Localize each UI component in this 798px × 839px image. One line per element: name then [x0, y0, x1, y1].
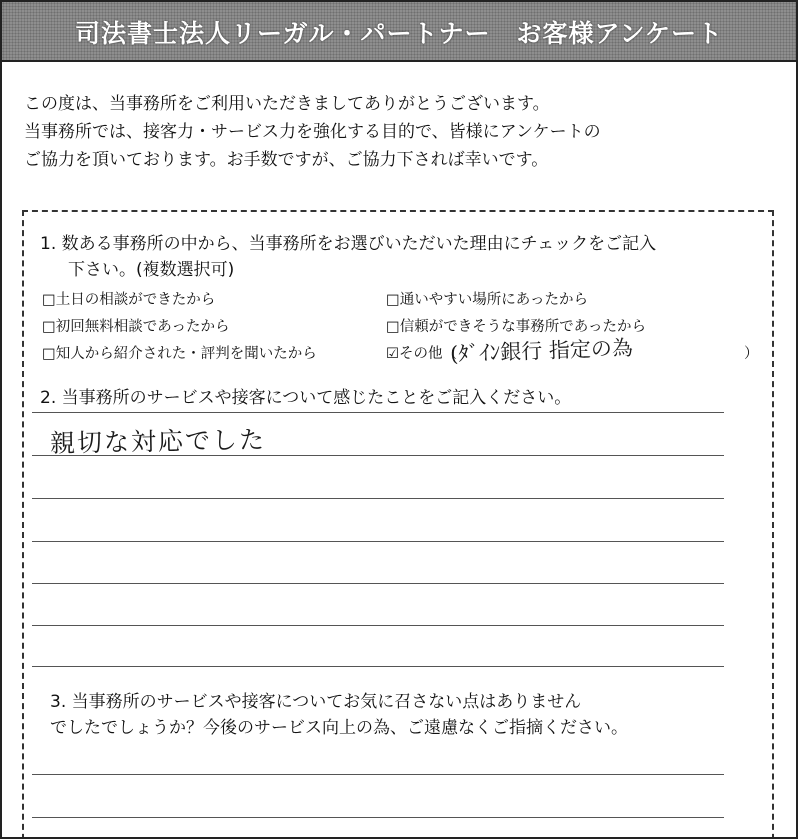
- option-trustworthy-office[interactable]: □信頼ができそうな事務所であったから: [386, 319, 647, 335]
- other-handwritten-reason: (ﾀﾞｲﾝ銀行 指定の為: [449, 335, 634, 367]
- title-bar: [2, 2, 796, 62]
- intro-text: [24, 90, 601, 174]
- answer-line: [32, 498, 724, 499]
- q2-handwritten-answer: 親切な対応でした: [49, 425, 267, 458]
- q3-text-line-1: 3. 当事務所のサービスや接客についてお気に召さない点はありません: [50, 692, 582, 712]
- answer-line: [32, 455, 724, 456]
- q2-text: 2. 当事務所のサービスや接客について感じたことをご記入ください。: [40, 388, 572, 408]
- answer-line: [32, 817, 724, 818]
- option-convenient-location[interactable]: □通いやすい場所にあったから: [386, 292, 589, 308]
- answer-line: [32, 774, 724, 775]
- intro-line-1: この度は、当事務所をご利用いただきましてありがとうございます。: [24, 94, 550, 114]
- option-referral[interactable]: □知人から紹介された・評判を聞いたから: [42, 346, 317, 362]
- answer-line: [32, 666, 724, 667]
- option-other-checked[interactable]: ☑その他（: [386, 346, 457, 362]
- option-other-close-paren: ）: [744, 346, 759, 362]
- q3-text-line-2: でしたでしょうか？今後のサービス向上の為、ご遠慮なくご指摘ください。: [50, 718, 628, 738]
- q1-text-line-2: 下さい。(複数選択可): [68, 260, 235, 280]
- option-free-first-consultation[interactable]: □初回無料相談であったから: [42, 319, 230, 335]
- answer-line: [32, 541, 724, 542]
- q1-text-line-1: 1. 数ある事務所の中から、当事務所をお選びいただいた理由にチェックをご記入: [40, 234, 657, 254]
- answer-line: [32, 583, 724, 584]
- answer-line: [32, 412, 724, 413]
- intro-line-2: 当事務所では、接客力・サービス力を強化する目的で、皆様にアンケートの: [24, 122, 601, 142]
- form-title: 司法書士法人リーガル・パートナー お客様アンケート: [74, 19, 723, 48]
- intro-line-3: ご協力を頂いております。お手数ですが、ご協力下されば幸いです。: [24, 150, 549, 170]
- answer-line: [32, 625, 724, 626]
- option-weekend-consultation[interactable]: □土日の相談ができたから: [42, 292, 216, 308]
